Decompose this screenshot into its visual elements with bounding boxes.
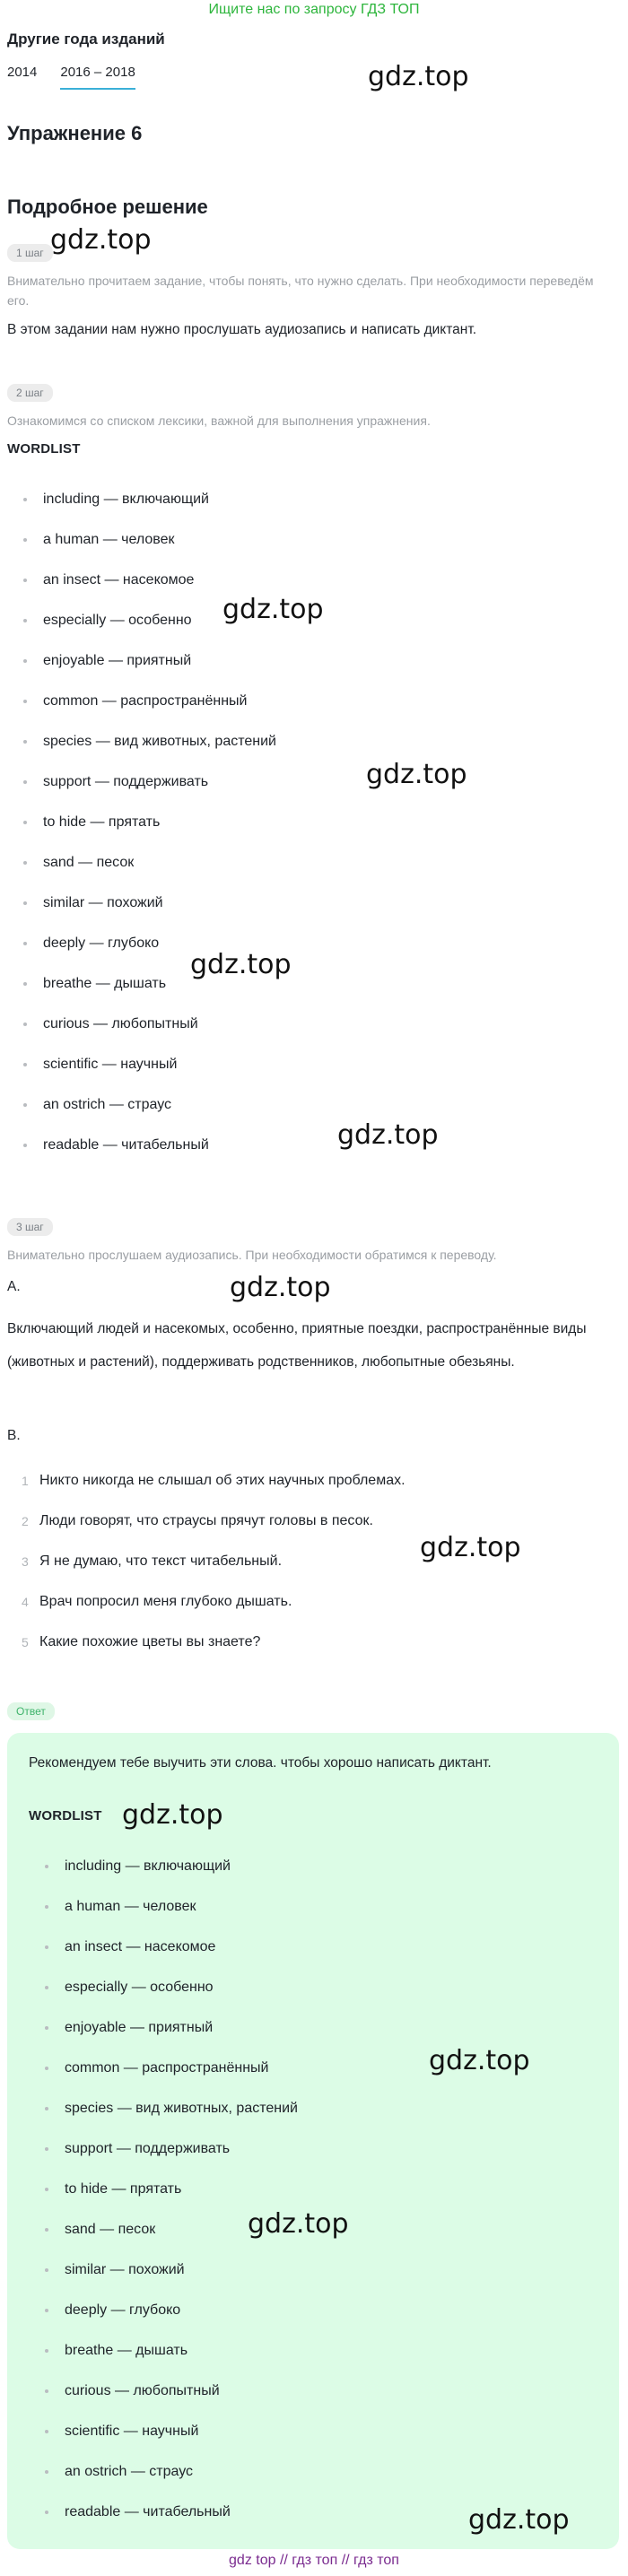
word-item: enjoyable — приятный (7, 651, 276, 692)
sentence-number: 3 (22, 1554, 29, 1569)
sentence-item (7, 1632, 406, 1673)
word-item: species — вид животных, растений (29, 2099, 298, 2139)
watermark: gdz.top (230, 1272, 331, 1303)
word-item: a human — человек (7, 530, 276, 570)
word-item: an insect — насекомое (7, 570, 276, 611)
word-item: common — распространённый (7, 692, 276, 732)
word-item: a human — человек (29, 1897, 298, 1937)
sentence-text: Какие похожие цветы вы знаете? (39, 1634, 261, 1649)
word-item: scientific — научный (7, 1055, 276, 1095)
sentence-number: 2 (22, 1514, 29, 1528)
word-item: readable — читабельный (7, 1136, 276, 1176)
sentences-list (7, 1471, 406, 1673)
sentence-number: 4 (22, 1595, 29, 1609)
word-item: especially — особенно (29, 1978, 298, 2018)
word-item: support — поддерживать (29, 2139, 298, 2180)
answer-box (7, 1733, 619, 2549)
watermark: gdz.top (222, 594, 324, 625)
solution-title: Подробное решение (7, 196, 208, 218)
wordlist (7, 490, 276, 1176)
word-item: sand — песок (7, 853, 276, 893)
sentence-text: Люди говорят, что страусы прячут головы в песок. (39, 1513, 373, 1528)
watermark: gdz.top (468, 2504, 570, 2536)
answer-intro: Рекомендуем тебе выучить эти слова. чтобы хорошо написать диктант. (29, 1755, 492, 1771)
section-a-text: Включающий людей и насекомых, особенно, приятные поездки, распространённые виды (животных и растений), поддерживать родственников, любопытные обезьяны. (7, 1321, 587, 1370)
word-item: an ostrich — страус (29, 2462, 298, 2502)
exercise-title: Упражнение 6 (7, 122, 143, 144)
watermark: gdz.top (190, 949, 292, 980)
word-item: an ostrich — страус (7, 1095, 276, 1136)
sentence-text: Никто никогда не слышал об этих научных проблемах. (39, 1473, 406, 1488)
word-item: species — вид животных, растений (7, 732, 276, 772)
step-2-badge: 2 шаг (7, 384, 53, 402)
sentence-text: Врач попросил меня глубоко дышать. (39, 1594, 292, 1609)
word-item: an insect — насекомое (29, 1937, 298, 1978)
step-3-hint: Внимательно прослушаем аудиозапись. При необходимости обратимся к переводу. (7, 1248, 497, 1262)
word-item: curious — любопытный (29, 2381, 298, 2422)
step-1-badge: 1 шаг (7, 244, 53, 262)
word-item: including — включающий (29, 1857, 298, 1897)
word-item: curious — любопытный (7, 1014, 276, 1055)
step-1-text: В этом задании нам нужно прослушать аудиозапись и написать диктант. (7, 322, 477, 337)
sentence-item (7, 1471, 406, 1511)
watermark: gdz.top (429, 2045, 530, 2076)
sentence-item (7, 1592, 406, 1632)
word-item: breathe — дышать (29, 2341, 298, 2381)
word-item: support — поддерживать (7, 772, 276, 813)
watermark: gdz.top (368, 61, 469, 92)
sentence-text: Я не думаю, что текст читабельный. (39, 1553, 283, 1569)
sentence-item (7, 1511, 406, 1552)
word-item: breathe — дышать (7, 974, 276, 1014)
watermark: gdz.top (366, 759, 467, 790)
watermark: gdz.top (337, 1119, 439, 1151)
word-item: similar — похожий (29, 2260, 298, 2301)
sentence-number: 5 (22, 1635, 29, 1649)
footer-links[interactable]: gdz top // гдз топ // гдз топ (229, 2553, 399, 2568)
search-banner: Ищите нас по запросу ГДЗ ТОП (208, 2, 420, 17)
word-item: enjoyable — приятный (29, 2018, 298, 2058)
tab-2016-2018[interactable]: 2016 – 2018 (60, 65, 135, 90)
word-item: deeply — глубоко (7, 934, 276, 974)
tab-2014[interactable]: 2014 (7, 65, 38, 80)
section-b-label: B. (7, 1428, 21, 1443)
sentence-item (7, 1552, 406, 1592)
watermark: gdz.top (420, 1532, 521, 1563)
watermark: gdz.top (122, 1799, 223, 1831)
word-item: deeply — глубоко (29, 2301, 298, 2341)
sentence-number: 1 (22, 1474, 29, 1488)
word-item: similar — похожий (7, 893, 276, 934)
word-item: scientific — научный (29, 2422, 298, 2462)
year-tabs (7, 65, 135, 90)
word-item: common — распространённый (29, 2058, 298, 2099)
word-item: to hide — прятать (7, 813, 276, 853)
wordlist-title: WORDLIST (7, 441, 81, 457)
watermark: gdz.top (50, 224, 152, 256)
step-1-hint: Внимательно прочитаем задание, чтобы понять, что нужно сделать. При необходимости переведём его. (7, 274, 594, 308)
answer-wordlist (29, 1857, 298, 2543)
answer-badge: Ответ (7, 1702, 55, 1720)
word-item: readable — читабельный (29, 2502, 298, 2543)
other-years-title: Другие года изданий (7, 30, 165, 48)
answer-wordlist-title: WORDLIST (29, 1808, 102, 1823)
word-item: including — включающий (7, 490, 276, 530)
step-2-hint: Ознакомимся со списком лексики, важной для выполнения упражнения. (7, 413, 431, 428)
section-a-label: A. (7, 1279, 21, 1294)
word-item: to hide — прятать (29, 2180, 298, 2220)
word-item: especially — особенно (7, 611, 276, 651)
step-3-badge: 3 шаг (7, 1218, 53, 1236)
word-item: sand — песок (29, 2220, 298, 2260)
watermark: gdz.top (248, 2208, 349, 2240)
